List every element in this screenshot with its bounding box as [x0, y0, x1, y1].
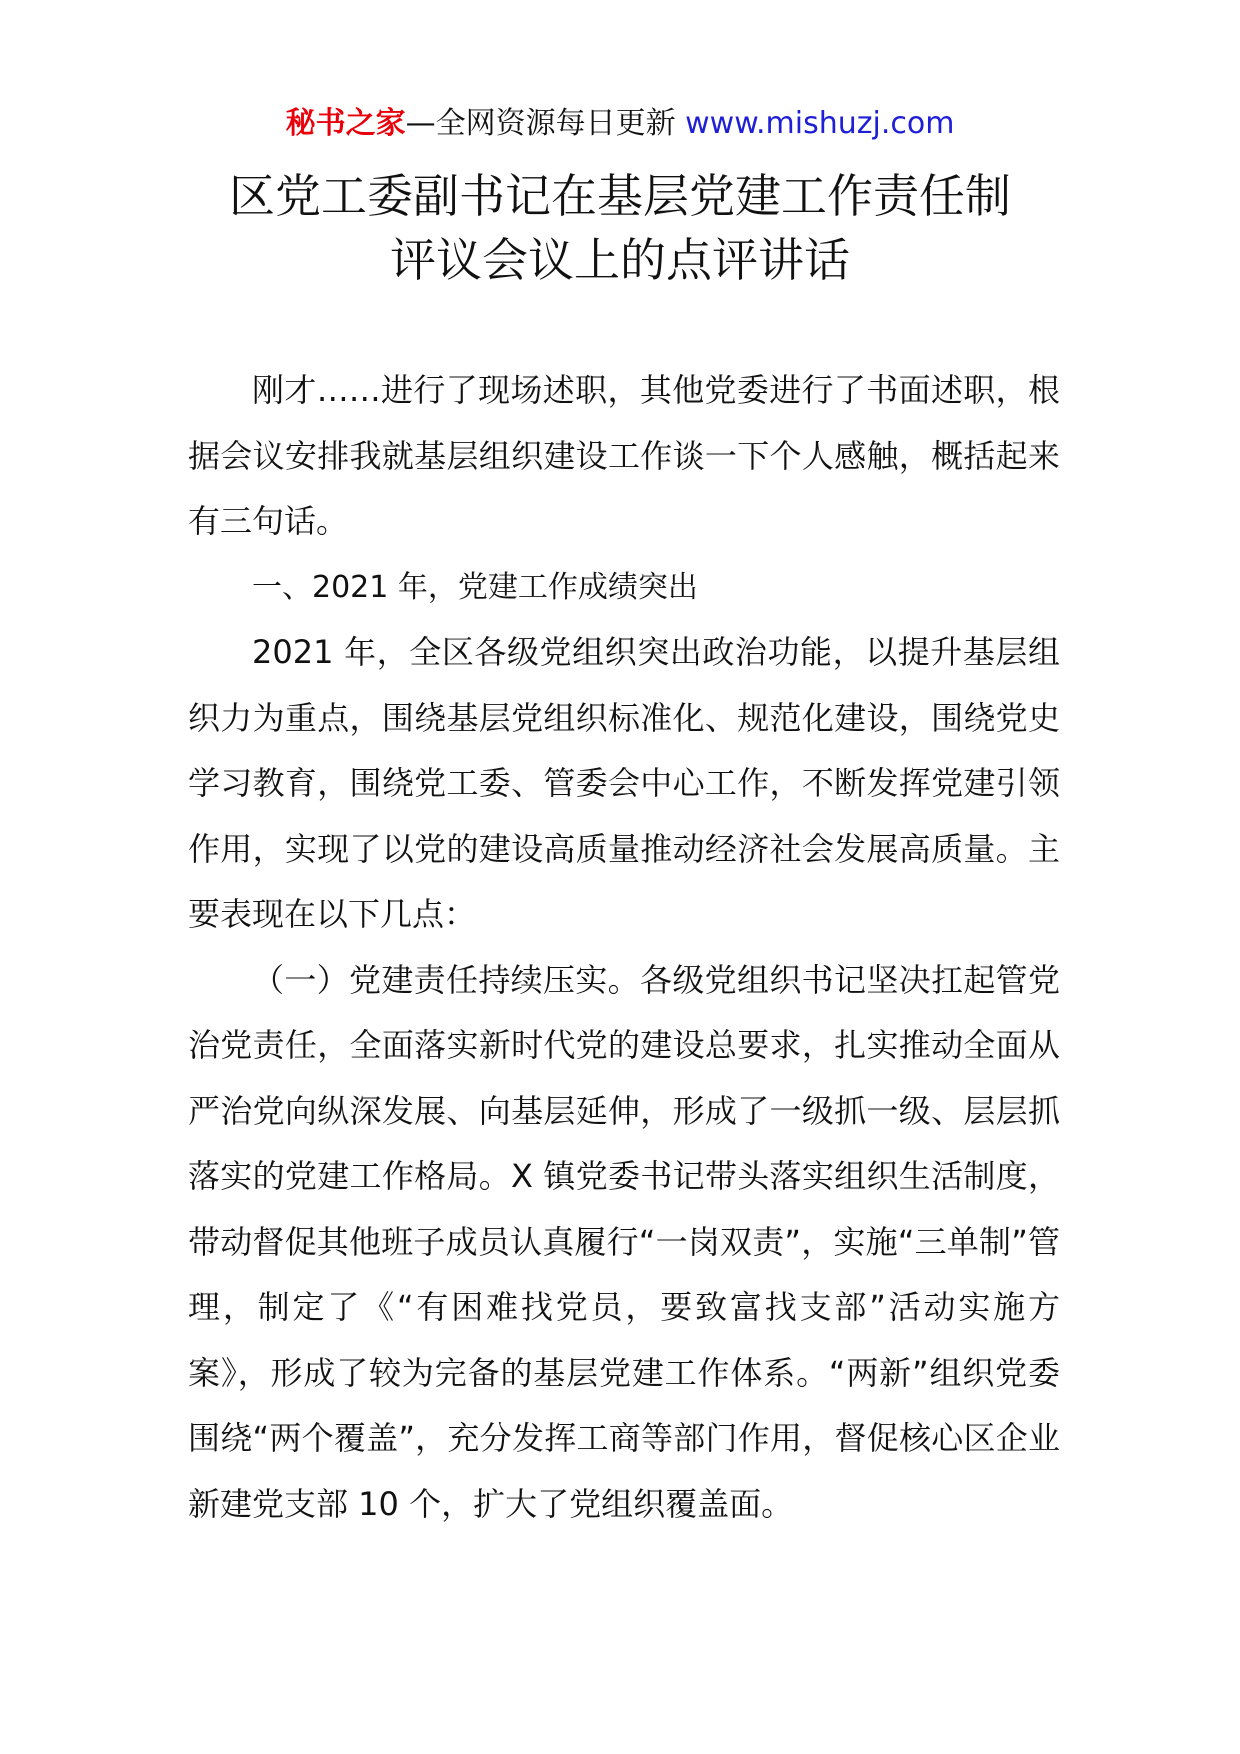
site-brand: 秘书之家	[285, 106, 406, 141]
document-title-line-1: 区党工委副书记在基层党建工作责任制	[229, 169, 1011, 223]
document-title-line-2: 评议会议上的点评讲话	[390, 233, 850, 287]
paragraph-summary: 2021 年，全区各级党组织突出政治功能，以提升基层组织力为重点，围绕基层党组织标准化、规范化建设，围绕党史学习教育，围绕党工委、管委会中心工作，不断发挥党建引领作用，实现了以党的建设高质量推动经济社会发展高质量。主要表现在以下几点：	[188, 633, 1060, 933]
site-tagline: —全网资源每日更新	[405, 106, 686, 141]
site-url-link[interactable]: www.mishuzj.com	[685, 106, 955, 141]
site-header	[0, 104, 1240, 144]
paragraph-point-1: （一）党建责任持续压实。各级党组织书记坚决扛起管党治党责任，全面落实新时代党的建设总要求，扎实推动全面从严治党向纵深发展、向基层延伸，形成了一级抓一级、层层抓落实的党建工作格局。X 镇党委书记带头落实组织生活制度，带动督促其他班子成员认真履行“一岗双责”，实施“三单制”管理，制定了《“有困难找党员，要致富找支部”活动实施方案》，形成了较为完备的基层党建工作体系。“两新”组织党委围绕“两个覆盖”，充分发挥工商等部门作用，督促核心区企业新建党支部 10 个，扩大了党组织覆盖面。	[188, 960, 1060, 1523]
document-title	[0, 164, 1240, 292]
document-body	[188, 358, 1060, 1537]
section-heading-1: 一、2021 年，党建工作成绩突出	[252, 569, 698, 605]
paragraph-intro: 刚才……进行了现场述职，其他党委进行了书面述职，根据会议安排我就基层组织建设工作谈一下个人感触，概括起来有三句话。	[188, 371, 1060, 540]
